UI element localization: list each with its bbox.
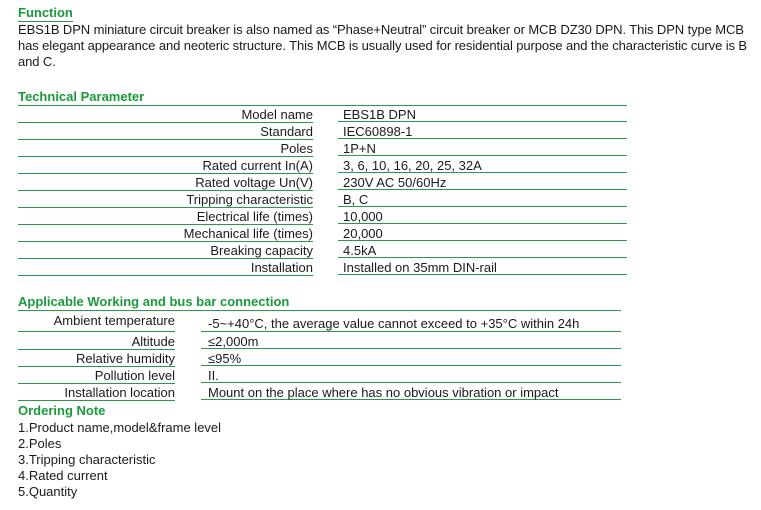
row-value: 20,000	[338, 225, 627, 241]
row-label: Rated current In(A)	[18, 157, 313, 174]
row-value: 3, 6, 10, 16, 20, 25, 32A	[338, 157, 627, 173]
row-label: Tripping characteristic	[18, 191, 313, 208]
row-label: Ambient temperature	[18, 313, 175, 332]
list-item: 4.Rated current	[18, 468, 108, 483]
row-value: 1P+N	[338, 140, 627, 156]
row-label: Rated voltage Un(V)	[18, 174, 313, 191]
row-value: II.	[201, 367, 621, 383]
list-item: 3.Tripping characteristic	[18, 452, 156, 467]
row-value: 230V AC 50/60Hz	[338, 174, 627, 190]
row-value: -5~+40°C, the average value cannot exceed to +35°C within 24h	[201, 313, 621, 332]
row-label: Mechanical life (times)	[18, 225, 313, 242]
list-item: 2.Poles	[18, 436, 62, 451]
list-item: 5.Quantity	[18, 484, 78, 499]
row-label: Electrical life (times)	[18, 208, 313, 225]
technical-parameter-heading: Technical Parameter	[18, 89, 627, 106]
function-heading: Function	[18, 5, 73, 20]
row-value: EBS1B DPN	[338, 106, 627, 122]
row-label: Installation	[18, 259, 313, 276]
row-value: 10,000	[338, 208, 627, 224]
ordering-note-heading: Ordering Note	[18, 403, 106, 418]
row-value: Installed on 35mm DIN-rail	[338, 259, 627, 275]
row-label: Model name	[18, 106, 313, 123]
row-value: ≤95%	[201, 350, 621, 366]
row-label: Installation location	[18, 384, 175, 401]
working-conditions-heading: Applicable Working and bus bar connection	[18, 294, 621, 311]
row-label: Pollution level	[18, 367, 175, 384]
row-label: Breaking capacity	[18, 242, 313, 259]
row-value: B, C	[338, 191, 627, 207]
function-description: EBS1B DPN miniature circuit breaker is also named as “Phase+Neutral” circuit breaker or MCB DZ30 DPN. This DPN type MCB has elegant appearance and neoteric structure. This MCB is usually used for residential purpose and the characteristic curve is B and C.	[18, 22, 747, 69]
row-value: ≤2,000m	[201, 333, 621, 349]
row-label: Poles	[18, 140, 313, 157]
row-value: Mount on the place where has no obvious vibration or impact	[201, 384, 621, 400]
row-value: IEC60898-1	[338, 123, 627, 139]
row-label: Altitude	[18, 333, 175, 350]
row-label: Relative humidity	[18, 350, 175, 367]
row-value: 4.5kA	[338, 242, 627, 258]
row-label: Standard	[18, 123, 313, 140]
ordering-note-list	[18, 420, 221, 500]
list-item: 1.Product name,model&frame level	[18, 420, 222, 435]
